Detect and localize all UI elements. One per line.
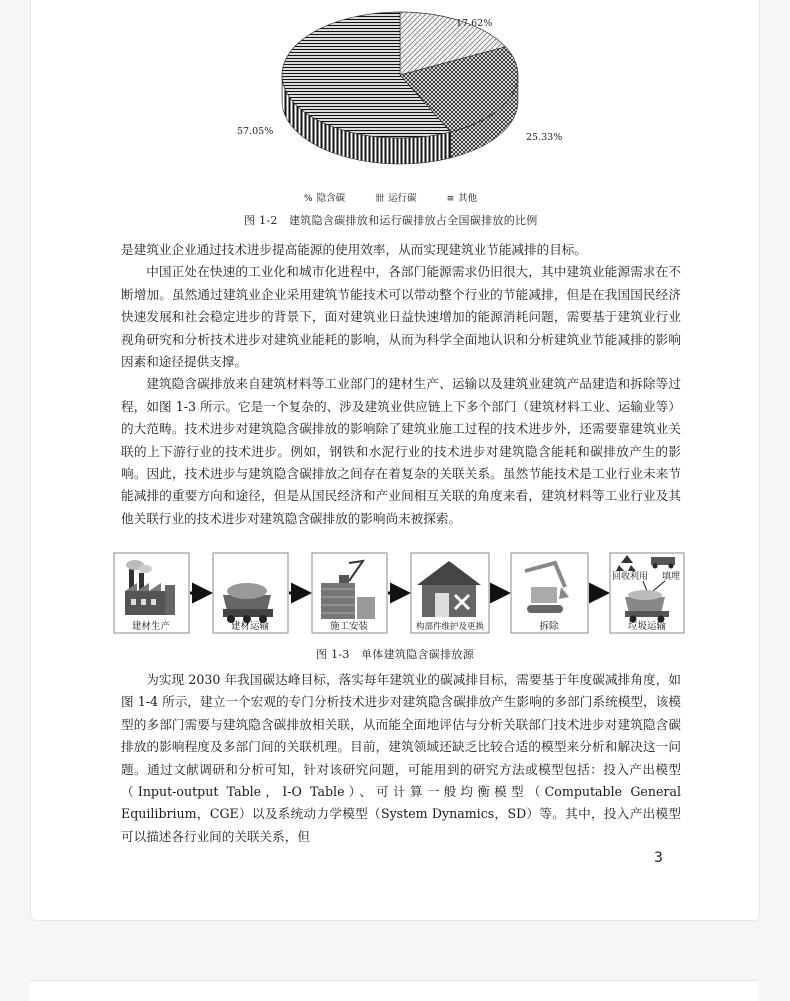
figure-caption-1-3: 图 1-3 单体建筑隐含碳排放源 — [316, 648, 475, 661]
step-material-transport — [213, 553, 288, 633]
paragraph: 中国正处在快速的工业化和城市化进程中，各部门能源需求仍旧很大，其中建筑业能源需求在不断增加。虽然通过建筑业企业采用建筑节能技术可以带动整个行业的节能减排，但是在我国国民经济快速发展和社会稳定进步的背景下，面对建筑业日益快速增加的能源消耗问题，需要基于建筑业行业视角研究和分析技术进步对建筑业能耗的影响，从而为科学全面地认识和分析建筑业节能减排的影响因素和途径提供支撑。 — [121, 264, 681, 370]
legend-item-operational — [375, 190, 417, 204]
pie-top — [282, 12, 518, 138]
step-demolition — [511, 553, 588, 633]
next-page-edge — [30, 980, 758, 1001]
step-maintenance — [411, 553, 489, 633]
body-text-top — [121, 239, 681, 530]
paragraph: 建筑隐含碳排放来自建筑材料等工业部门的建材生产、运输以及建筑业建筑产品建造和拆除等过程，如图 1-3 所示。它是一个复杂的、涉及建筑业供应链上下多个部门（建筑材料工业、运输业等）的大范畴。技术进步对建筑隐含碳排放的影响除了建筑业施工过程的技术进步外，还需要靠建筑业关联的上下游行业的技术进步。例如，钢铁和水泥行业的技术进步对建筑隐含能耗和碳排放产生的影响。因此，技术进步与建筑隐含碳排放之间存在着复杂的关联关系。虽然节能技术是工业行业未来节能减排的重要方向和途径，但是从国民经济和产业间相互关联的角度来看，建筑材料等工业行业及其他关联行业的技术进步对建筑隐含碳排放的影响尚未被探索。 — [121, 376, 681, 526]
landfill-label: 填埋 — [661, 572, 681, 582]
legend-symbol: 卌 — [375, 194, 385, 204]
step-label: 建材生产 — [131, 621, 171, 632]
step-label: 拆除 — [539, 621, 559, 632]
body-text-bottom — [121, 669, 681, 848]
step-label: 构部件维护及更换 — [415, 622, 485, 632]
legend-item-other — [447, 190, 478, 204]
legend-symbol: ≡ — [446, 194, 455, 204]
pct-label-embodied: 17.62% — [456, 18, 493, 29]
step-label: 垃圾运输 — [627, 621, 667, 632]
recycle-label: 回收利用 — [611, 572, 649, 582]
legend-item-embodied — [304, 190, 345, 204]
legend-label: 隐含碳 — [316, 193, 346, 204]
legend-label: 其他 — [458, 193, 478, 204]
embodied-carbon-flow-diagram — [113, 551, 685, 637]
dump-truck-icon — [223, 583, 273, 623]
step-material-production — [114, 553, 189, 633]
legend-label: 运行碳 — [388, 193, 417, 204]
pct-label-operational: 25.33% — [526, 132, 563, 143]
pie-chart — [200, 0, 563, 190]
paragraph: 是建筑业企业通过技术进步提高能源的使用效率，从而实现建筑业节能减排的目标。 — [121, 242, 587, 257]
step-construction — [312, 553, 387, 633]
page-number: 3 — [654, 850, 663, 866]
figure-caption-1-2: 图 1-2 建筑隐含碳排放和运行碳排放占全国碳排放的比例 — [244, 214, 538, 227]
step-label: 建材运输 — [230, 621, 270, 632]
pie-legend — [304, 190, 477, 204]
pct-label-other: 57.05% — [237, 126, 274, 137]
step-waste-transport — [610, 553, 684, 633]
legend-symbol: % — [304, 194, 313, 204]
paragraph: 为实现 2030 年我国碳达峰目标，落实每年建筑业的碳减排目标，需要基于年度碳减排角度，如图 1-4 所示，建立一个宏观的专门分析技术进步对建筑隐含碳排放产生影响的多部门系统模型，该模型的多部门需要与建筑隐含碳排放相关联，从而能全面地评估与分析关联部门技术进步对建筑隐含碳排放的影响程度及多部门间的关联机理。目前，建筑领域还缺乏比较合适的模型来分析和解决这一问题。通过文献调研和分析可知，针对该研究问题，可能用到的研究方法或模型包括：投入产出模型（Input-output Table，I-O Table）、可计算一般均衡模型（Computable General Equilibrium，CGE）以及系统动力学模型（System Dynamics，SD）等。其中，投入产出模型可以描述各行业间的关联关系，但 — [121, 672, 681, 844]
step-label: 施工安装 — [329, 621, 369, 632]
